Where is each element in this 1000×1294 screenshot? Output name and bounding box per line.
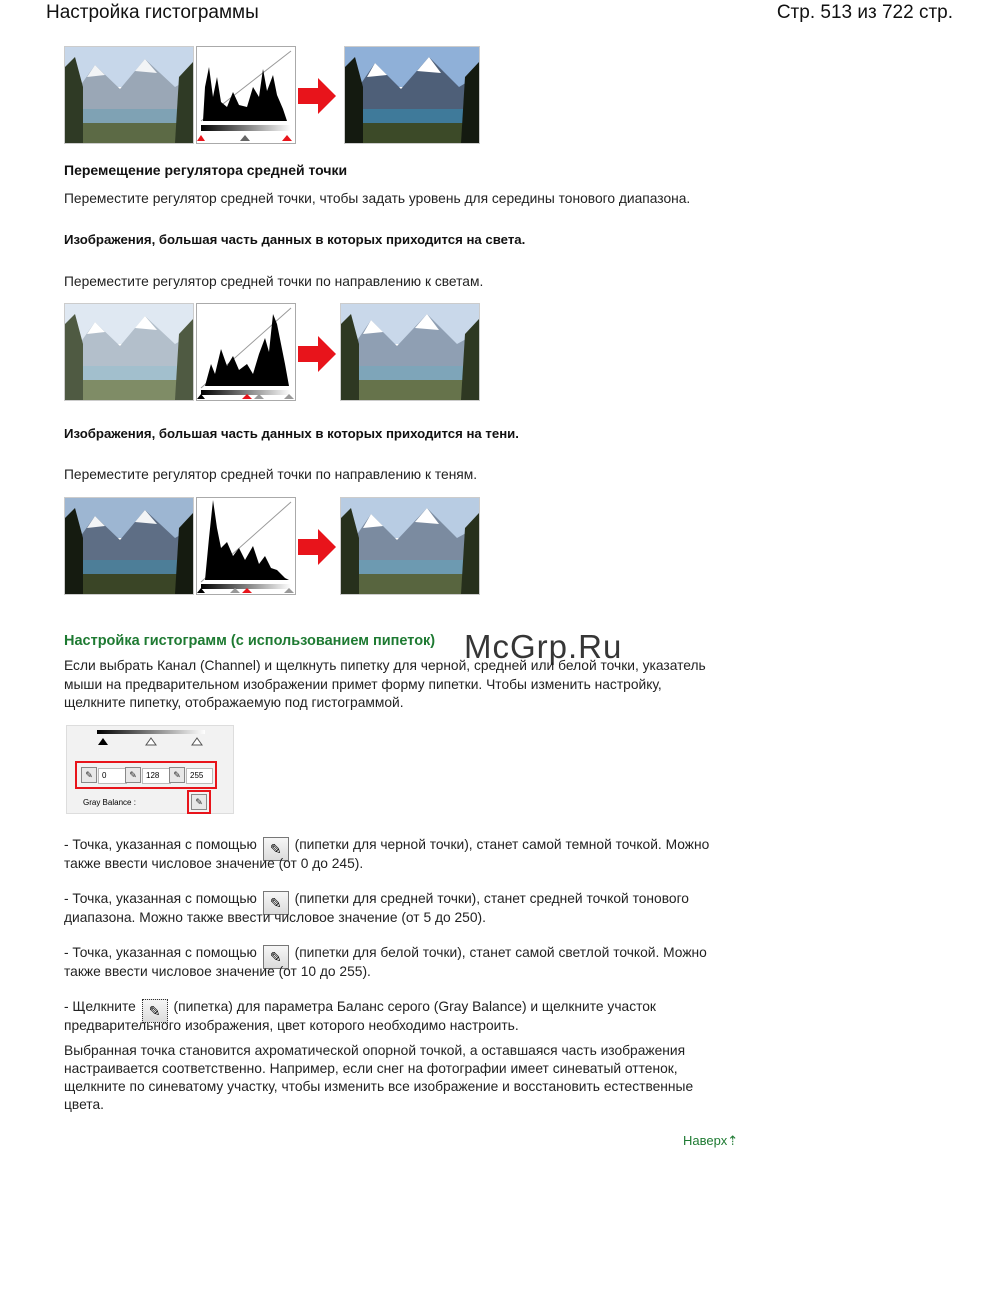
mid-eyedropper-icon[interactable]: ✎ (125, 767, 141, 783)
eyedropper-panel (66, 725, 234, 814)
paragraph-line: щелкните пипетку, отображаемую под гистограммой. (64, 695, 404, 710)
red-arrow-icon (298, 336, 336, 372)
gray-balance-eyedropper-icon: ✎ (142, 999, 168, 1023)
item-text: - Точка, указанная с помощью (64, 945, 257, 960)
up-arrow-icon: ⇡ (727, 1133, 739, 1148)
photo-before (64, 497, 194, 595)
paragraph-intro: Переместите регулятор средней точки, чтобы задать уровень для середины тонового диапазона. (64, 191, 691, 206)
paragraph-highlights: Переместите регулятор средней точки по направлению к светам. (64, 274, 484, 289)
item-line2: предварительного изображения, цвет которого необходимо настроить. (64, 1018, 519, 1033)
case-heading-highlights: Изображения, большая часть данных в которых приходится на света. (64, 232, 526, 247)
photo-after (344, 46, 480, 144)
mid-point-value[interactable]: 128 (142, 768, 171, 784)
paragraph-line: цвета. (64, 1097, 104, 1112)
histogram-3 (196, 497, 296, 595)
item-text: - Щелкните (64, 999, 136, 1014)
item-text: - Точка, указанная с помощью (64, 891, 257, 906)
watermark: McGrp.Ru (464, 628, 623, 665)
paragraph-line: щелкните по синеватому участку, чтобы изменить все изображение и восстановить естественные (64, 1079, 694, 1094)
tone-slider (97, 730, 205, 746)
histogram-1 (196, 46, 296, 144)
black-point-value[interactable]: 0 (98, 768, 127, 784)
white-eyedropper-icon[interactable]: ✎ (169, 767, 185, 783)
gray-balance-label: Gray Balance : (83, 798, 136, 807)
photo-after (340, 497, 480, 595)
white-point-value[interactable]: 255 (186, 768, 213, 784)
black-eyedropper-icon: ✎ (263, 837, 289, 861)
page-title: Настройка гистограммы (46, 2, 259, 23)
photo-before (64, 303, 194, 401)
case-heading-shadows: Изображения, большая часть данных в которых приходится на тени. (64, 426, 519, 441)
gray-balance-eyedropper-icon[interactable]: ✎ (191, 794, 207, 810)
item-text: (пипетки для белой точки), станет самой светлой точкой. Можно (294, 945, 707, 960)
item-line2: диапазона. Можно также ввести числовое значение (от 5 до 250). (64, 910, 486, 925)
histogram-2 (196, 303, 296, 401)
item-text: - Точка, указанная с помощью (64, 837, 257, 852)
page-counter: Стр. 513 из 722 стр. (776, 2, 953, 23)
red-arrow-icon (298, 529, 336, 565)
section-heading-eyedroppers: Настройка гистограмм (с использованием пипеток) (64, 633, 436, 649)
item-line2: также ввести числовое значение (от 0 до 245). (64, 856, 364, 871)
item-text: (пипетки для средней точки), станет средней точкой тонового (294, 891, 689, 906)
section-heading-midpoint: Перемещение регулятора средней точки (64, 162, 348, 178)
photo-before (64, 46, 194, 144)
black-eyedropper-icon[interactable]: ✎ (81, 767, 97, 783)
white-eyedropper-icon: ✎ (263, 945, 289, 969)
paragraph-line: Если выбрать Канал (Channel) и щелкнуть пипетку для черной, средней или белой точки, указатель (64, 658, 706, 673)
mid-eyedropper-icon: ✎ (263, 891, 289, 915)
paragraph-line: настраивается соответственно. Например, если снег на фотографии имеет синеватый оттенок, (64, 1061, 678, 1076)
red-arrow-icon (298, 78, 336, 114)
back-to-top-link[interactable] (683, 1133, 738, 1149)
item-text: (пипетки для черной точки), станет самой темной точкой. Можно (294, 837, 710, 852)
paragraph-line: мыши на предварительном изображении примет форму пипетки. Чтобы изменить настройку, (64, 677, 662, 692)
back-to-top-label: Наверх (683, 1133, 728, 1148)
item-line2: также ввести числовое значение (от 10 до 255). (64, 964, 371, 979)
paragraph-line: Выбранная точка становится ахроматической опорной точкой, а оставшаяся часть изображения (64, 1043, 686, 1058)
item-text: (пипетка) для параметра Баланс серого (Gray Balance) и щелкните участок (173, 999, 656, 1014)
photo-after (340, 303, 480, 401)
paragraph-shadows: Переместите регулятор средней точки по направлению к теням. (64, 467, 478, 482)
